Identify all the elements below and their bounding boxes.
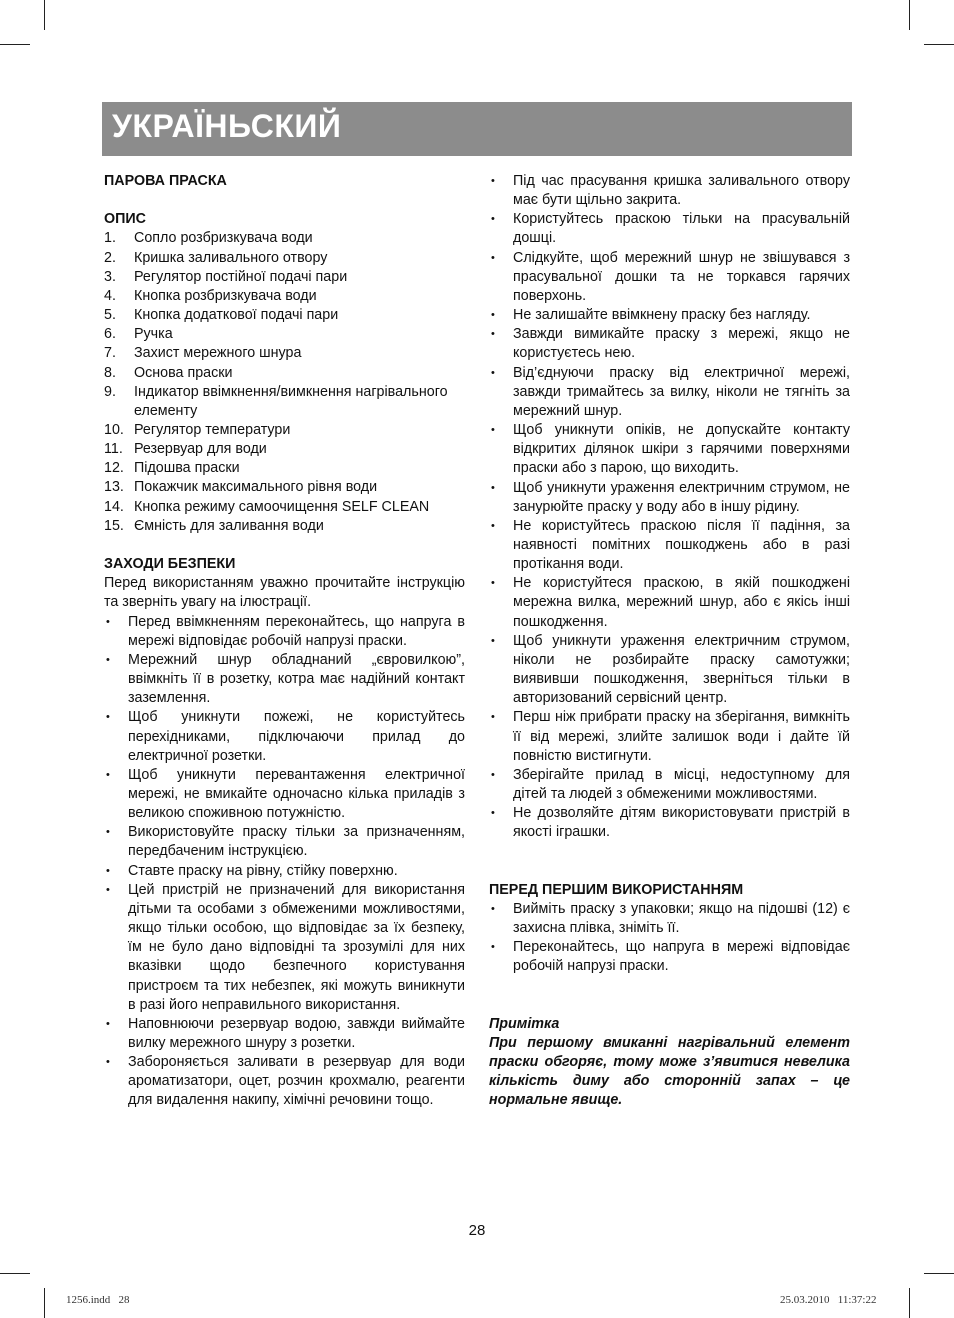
list-item: • Забороняється заливати в резервуар для води ароматизатори, оцет, розчин крохмалю, реагенти для видалення накипу, хімічні речовини тощо. xyxy=(104,1053,465,1110)
list-item: • Слідкуйте, щоб мережний шнур не звішувався з прасувальної дошки та не торкався гарячих поверхонь. xyxy=(489,249,850,306)
list-item: • Щоб уникнути перевантаження електричної мережі, не вмикайте одночасно кілька приладів з великою споживною потужністю. xyxy=(104,766,465,823)
list-item: 10. Регулятор температури xyxy=(104,422,291,439)
list-item: • Мережний шнур обладнаний „євровилкою”, ввімкніть її в розетку, котра має надійний контакт заземлення. xyxy=(104,651,465,708)
list-item: • Користуйтесь праскою тільки на прасувальній дошці. xyxy=(489,210,850,248)
description-heading: ОПИС xyxy=(104,211,146,228)
list-item: • Щоб уникнути ураження електричним струмом, ніколи не розбирайте праску самотужки; виявивши пошкодження, зверніться тільки в авторизований сервісний центр. xyxy=(489,632,850,709)
list-item: 4. Кнопка розбризкувача води xyxy=(104,287,317,304)
list-item: • Щоб уникнути пожежі, не користуйтесь перехідниками, підключаючи прилад до електричної розетки. xyxy=(104,708,465,765)
list-item: • Наповнюючи резервуар водою, завжди виймайте вилку мережного шнуру з розетки. xyxy=(104,1015,465,1053)
list-item: • Вийміть праску з упаковки; якщо на підошві (12) є захисна плівка, зніміть її. xyxy=(489,900,850,938)
list-item: • Завжди вимикайте праску з мережі, якщо не користуєтесь нею. xyxy=(489,325,850,363)
first-use-list xyxy=(489,900,850,977)
list-item: • Не дозволяйте дітям використовувати пристрій в якості іграшки. xyxy=(489,804,850,842)
list-item: 11. Резервуар для води xyxy=(104,441,267,458)
list-item: 15. Ємність для заливання води xyxy=(104,517,324,534)
note-text: При першому вмиканні нагрівальний елемент праски обгоряє, тому може з’явитися невелика кількість диму або сторонній запах – це нормальне явище. xyxy=(489,1034,850,1109)
list-item: • Не користуйтеся праскою, в якій пошкоджені мережна вилка, мережний шнур, або є якісь інші пошкодження. xyxy=(489,574,850,631)
page-number: 28 xyxy=(468,1222,486,1239)
list-item: • Перш ніж прибрати праску на зберігання, вимкніть її від мережі, злийте залишок води і дайте їй повністю вистигнути. xyxy=(489,708,850,765)
list-item: 6. Ручка xyxy=(104,326,173,343)
list-item: • Ставте праску на рівну, стійку поверхню. xyxy=(104,862,465,881)
list-item: 9. Індикатор ввімкнення/вимкнення нагрівального елементу xyxy=(104,383,448,419)
list-item: 5. Кнопка додаткової подачі пари xyxy=(104,307,339,324)
crop-mark xyxy=(909,0,910,30)
list-item: • Від’єднуючи праску від електричної мережі, завжди тримайтесь за вилку, ніколи не тягніть за мережний шнур. xyxy=(489,364,850,421)
description-list xyxy=(104,229,465,536)
list-item: 1. Сопло розбризкувача води xyxy=(104,230,313,247)
list-item: 12. Підошва праски xyxy=(104,460,240,477)
safety-list-left xyxy=(104,613,465,1111)
list-item: 3. Регулятор постійної подачі пари xyxy=(104,268,348,285)
print-timestamp: 25.03.2010 11:37:22 xyxy=(780,1294,877,1306)
list-item: • Використовуйте праску тільки за призначенням, передбаченим інструкцією. xyxy=(104,823,465,861)
crop-mark xyxy=(924,1273,954,1274)
right-column xyxy=(489,172,850,1111)
crop-mark xyxy=(44,1288,45,1318)
list-item: • Під час прасування кришка заливального отвору має бути щільно закрита. xyxy=(489,172,850,210)
list-item: • Переконайтесь, що напруга в мережі відповідає робочій напрузі праски. xyxy=(489,938,850,976)
safety-list-right xyxy=(489,172,850,842)
list-item: • Не залишайте ввімкнену праску без нагляду. xyxy=(489,306,850,325)
product-title: ПАРОВА ПРАСКА xyxy=(104,173,227,189)
crop-mark xyxy=(0,44,30,45)
note-title: Примітка xyxy=(489,1015,560,1032)
crop-mark xyxy=(0,1273,30,1274)
list-item: • Щоб уникнути опіків, не допускайте контакту відкритих ділянок шкіри з гарячими поверхнями праски або з парою, що виходить. xyxy=(489,421,850,478)
file-info: 1256.indd 28 xyxy=(66,1294,130,1306)
crop-mark xyxy=(44,0,45,30)
list-item: 14. Кнопка режиму самоочищення SELF CLEAN xyxy=(104,498,430,515)
crop-mark xyxy=(909,1288,910,1318)
language-title: УКРАЇНЬСКИЙ xyxy=(112,108,342,144)
list-item: 7. Захист мережного шнура xyxy=(104,345,302,362)
safety-heading: ЗАХОДИ БЕЗПЕКИ xyxy=(104,556,236,573)
list-item: • Перед ввімкненням переконайтесь, що напруга в мережі відповідає робочій напрузі праски. xyxy=(104,613,465,651)
list-item: 8. Основа праски xyxy=(104,364,233,381)
left-column xyxy=(104,172,465,1111)
list-item: 13. Покажчик максимального рівня води xyxy=(104,479,378,496)
list-item: • Щоб уникнути ураження електричним струмом, не занурюйте праску у воду або в іншу рідину. xyxy=(489,479,850,517)
list-item: • Цей пристрій не призначений для використання дітьми та особами з обмеженими можливостями, якщо тільки особою, що відповідає за їх безпеку, їм не було дано відповідні та зрозумілі для них вказівки щодо безпечного користування пристроєм та тих небезпек, які можуть виникнути в разі його неправильного використання. xyxy=(104,881,465,1015)
list-item: • Не користуйтесь праскою після її падіння, за наявності помітних пошкоджень або в разі протікання води. xyxy=(489,517,850,574)
list-item: 2. Кришка заливального отвору xyxy=(104,249,328,266)
language-banner xyxy=(102,102,852,156)
safety-intro: Перед використанням уважно прочитайте інструкцію та зверніть увагу на ілюстрації. xyxy=(104,575,465,611)
list-item: • Зберігайте прилад в місці, недоступному для дітей та людей з обмеженими можливостями. xyxy=(489,766,850,804)
first-use-heading: ПЕРЕД ПЕРШИМ ВИКОРИСТАННЯМ xyxy=(489,881,744,898)
crop-mark xyxy=(924,44,954,45)
